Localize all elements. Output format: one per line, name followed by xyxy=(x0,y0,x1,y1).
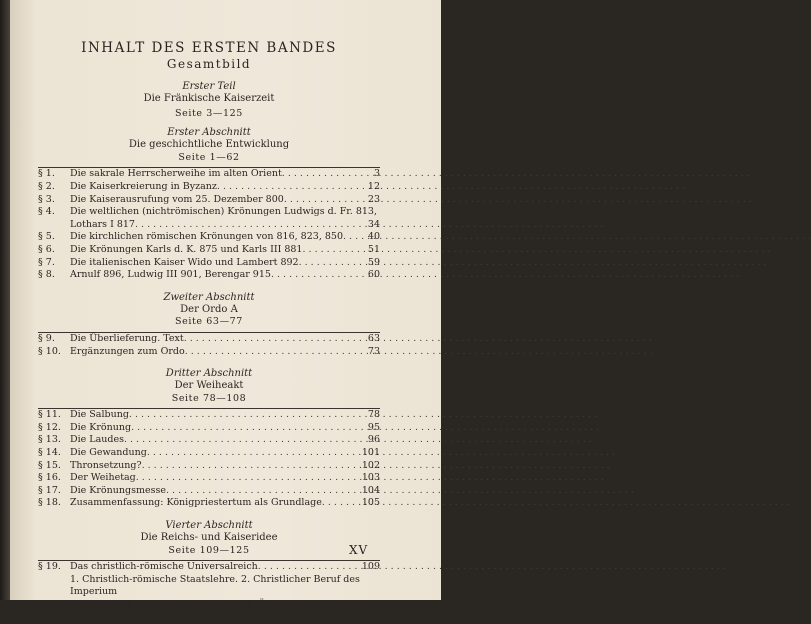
entry-title: Die italienischen Kaiser Wido und Lambert 892 xyxy=(70,256,299,268)
toc-entry[interactable] xyxy=(38,422,380,435)
toc-entry[interactable] xyxy=(38,181,380,194)
entry-number: § 12. xyxy=(38,421,61,433)
entry-title: Arnulf 896, Ludwig III 901, Berengar 915 xyxy=(70,269,271,281)
entry-number: § 3. xyxy=(38,193,55,205)
section-pages: Seite 63—77 xyxy=(175,316,243,328)
entry-number: § 8. xyxy=(38,269,55,281)
section-pages: Seite 1—62 xyxy=(178,151,240,163)
section-block xyxy=(38,510,380,624)
toc-entry-continuation xyxy=(38,219,380,232)
entry-title: Die Kaiserkreierung in Byzanz xyxy=(70,180,217,192)
entry-page: 34 xyxy=(367,218,380,230)
toc-entry[interactable] xyxy=(38,561,380,574)
dot-leader xyxy=(282,168,750,181)
entry-page: 109 xyxy=(361,561,380,573)
entry-page: 12 xyxy=(367,180,380,192)
entry-title: Die Laudes xyxy=(70,434,124,446)
section-block xyxy=(38,120,380,282)
toc-entry[interactable] xyxy=(38,409,380,422)
entry-title-continuation: Lothars I 817 xyxy=(70,218,135,230)
entry-page: 102 xyxy=(361,459,380,471)
toc-entry[interactable] xyxy=(38,497,380,510)
folio-number: XV xyxy=(349,543,369,557)
section-pages: Seite 78—108 xyxy=(171,392,247,404)
entry-page: 73 xyxy=(367,345,380,357)
toc-entry[interactable] xyxy=(38,206,380,219)
entry-number: § 2. xyxy=(38,180,55,192)
entry-title: Die Kaiserausrufung vom 25. Dezember 800 xyxy=(70,193,284,205)
entry-title: Der Weihetag xyxy=(70,472,136,484)
entry-title: Thronsetzung? xyxy=(70,459,142,471)
section-label: Zweiter Abschnitt xyxy=(163,291,255,303)
section-block xyxy=(38,358,380,510)
table-of-contents xyxy=(38,40,380,624)
toc-entry[interactable] xyxy=(38,257,380,270)
entry-title: Die Krönung xyxy=(70,421,132,433)
entry-number: § 4. xyxy=(38,206,55,218)
entry-title: Die sakrale Herrscherweihe im alten Orient xyxy=(70,168,282,180)
entry-page: 51 xyxy=(367,243,380,255)
section-spacer xyxy=(38,282,380,291)
dot-leader xyxy=(166,485,634,498)
entry-title: Die Überlieferung. Text xyxy=(70,332,184,344)
entry-subtopics: Romanum. 3. Regnum — Imperium. 4. Östliches und Westliches Im- xyxy=(70,599,379,623)
part-pages: Seite 3—125 xyxy=(175,107,243,119)
toc-entry[interactable] xyxy=(38,472,380,485)
section-pages: Seite 109—125 xyxy=(168,544,250,556)
entry-page: 105 xyxy=(361,497,380,509)
toc-entry[interactable] xyxy=(38,460,380,473)
toc-entry[interactable] xyxy=(38,244,380,257)
entry-number: § 6. xyxy=(38,243,55,255)
toc-entry[interactable] xyxy=(38,333,380,346)
toc-entry[interactable] xyxy=(38,269,380,282)
toc-entry[interactable] xyxy=(38,168,380,181)
dot-leader xyxy=(322,497,790,510)
entry-page: 3 xyxy=(373,168,380,180)
entry-number: § 11. xyxy=(38,409,61,421)
entry-title: Ergänzungen zum Ordo xyxy=(70,345,185,357)
entry-page: 103 xyxy=(361,472,380,484)
page-title: INHALT DES ERSTEN BANDES xyxy=(81,40,337,56)
toc-entry[interactable] xyxy=(38,194,380,207)
entry-page: 101 xyxy=(361,447,380,459)
entry-title: Die kirchlichen römischen Krönungen von 816, 823, 850 xyxy=(70,231,343,243)
entry-number: § 19. xyxy=(38,561,61,573)
section-title: Die Reichs- und Kaiseridee xyxy=(140,532,278,544)
entry-title: Die weltlichen (nichtrömischen) Krönungen Ludwigs d. Fr. 813, xyxy=(70,206,378,218)
dot-leader xyxy=(217,181,685,194)
entry-page: 59 xyxy=(367,256,380,268)
entry-number: § 13. xyxy=(38,434,61,446)
entry-number: § 1. xyxy=(38,168,55,180)
entry-page: 40 xyxy=(367,231,380,243)
entry-subtopics: 1. Christlich-römische Staatslehre. 2. Christlicher Beruf des Imperium xyxy=(70,573,360,598)
part-title: Die Fränkische Kaiserzeit xyxy=(143,93,275,104)
dot-leader xyxy=(271,269,739,282)
entry-page: 63 xyxy=(367,332,380,344)
section-spacer xyxy=(38,510,380,519)
part-label: Erster Teil xyxy=(182,81,236,92)
entry-title: Die Salbung xyxy=(70,409,129,421)
entry-title: Das christlich-römische Universalreich xyxy=(70,561,258,573)
section-title: Der Weiheakt xyxy=(174,380,244,392)
entry-page: 95 xyxy=(367,421,380,433)
section-title: Die geschichtliche Entwicklung xyxy=(128,139,290,151)
entry-number: § 18. xyxy=(38,497,61,509)
entry-page: 104 xyxy=(361,484,380,496)
dot-leader xyxy=(284,194,752,207)
dot-leader xyxy=(184,333,652,346)
entry-number: § 7. xyxy=(38,256,55,268)
toc-entry[interactable] xyxy=(38,231,380,244)
entry-page: 96 xyxy=(367,434,380,446)
dot-leader xyxy=(185,346,653,359)
entry-number: § 10. xyxy=(38,345,61,357)
entry-number: § 16. xyxy=(38,472,61,484)
entry-title: Die Krönungen Karls d. K. 875 und Karls III 881 xyxy=(70,243,303,255)
book-page xyxy=(10,0,441,623)
entry-title: Die Gewandung xyxy=(70,447,147,459)
section-label: Erster Abschnitt xyxy=(167,127,251,139)
toc-entry[interactable] xyxy=(38,447,380,460)
sections-list xyxy=(38,120,380,624)
entry-page: 23 xyxy=(367,193,380,205)
toc-entry[interactable] xyxy=(38,485,380,498)
page-subtitle: Gesamtbild xyxy=(166,57,252,71)
entry-title: Zusammenfassung: Königpriestertum als Grundlage xyxy=(70,497,322,509)
dot-leader xyxy=(147,447,615,460)
entry-number: § 14. xyxy=(38,447,61,459)
section-spacer xyxy=(38,358,380,367)
section-block xyxy=(38,282,380,358)
entry-title: Die Krönungsmesse xyxy=(70,484,166,496)
entry-indent xyxy=(38,219,70,232)
section-label: Vierter Abschnitt xyxy=(165,520,253,532)
toc-entry[interactable] xyxy=(38,434,380,447)
toc-entry[interactable] xyxy=(38,346,380,359)
dot-leader xyxy=(258,561,726,574)
entry-number: § 5. xyxy=(38,231,55,243)
entry-number: § 15. xyxy=(38,459,61,471)
section-title: Der Ordo A xyxy=(180,303,238,315)
entry-page: 78 xyxy=(367,409,380,421)
entry-number: § 9. xyxy=(38,332,55,344)
dot-leader xyxy=(343,231,811,244)
section-label: Dritter Abschnitt xyxy=(165,368,253,380)
entry-page: 60 xyxy=(367,269,380,281)
book-spine-shadow xyxy=(0,0,10,600)
entry-number: § 17. xyxy=(38,484,61,496)
